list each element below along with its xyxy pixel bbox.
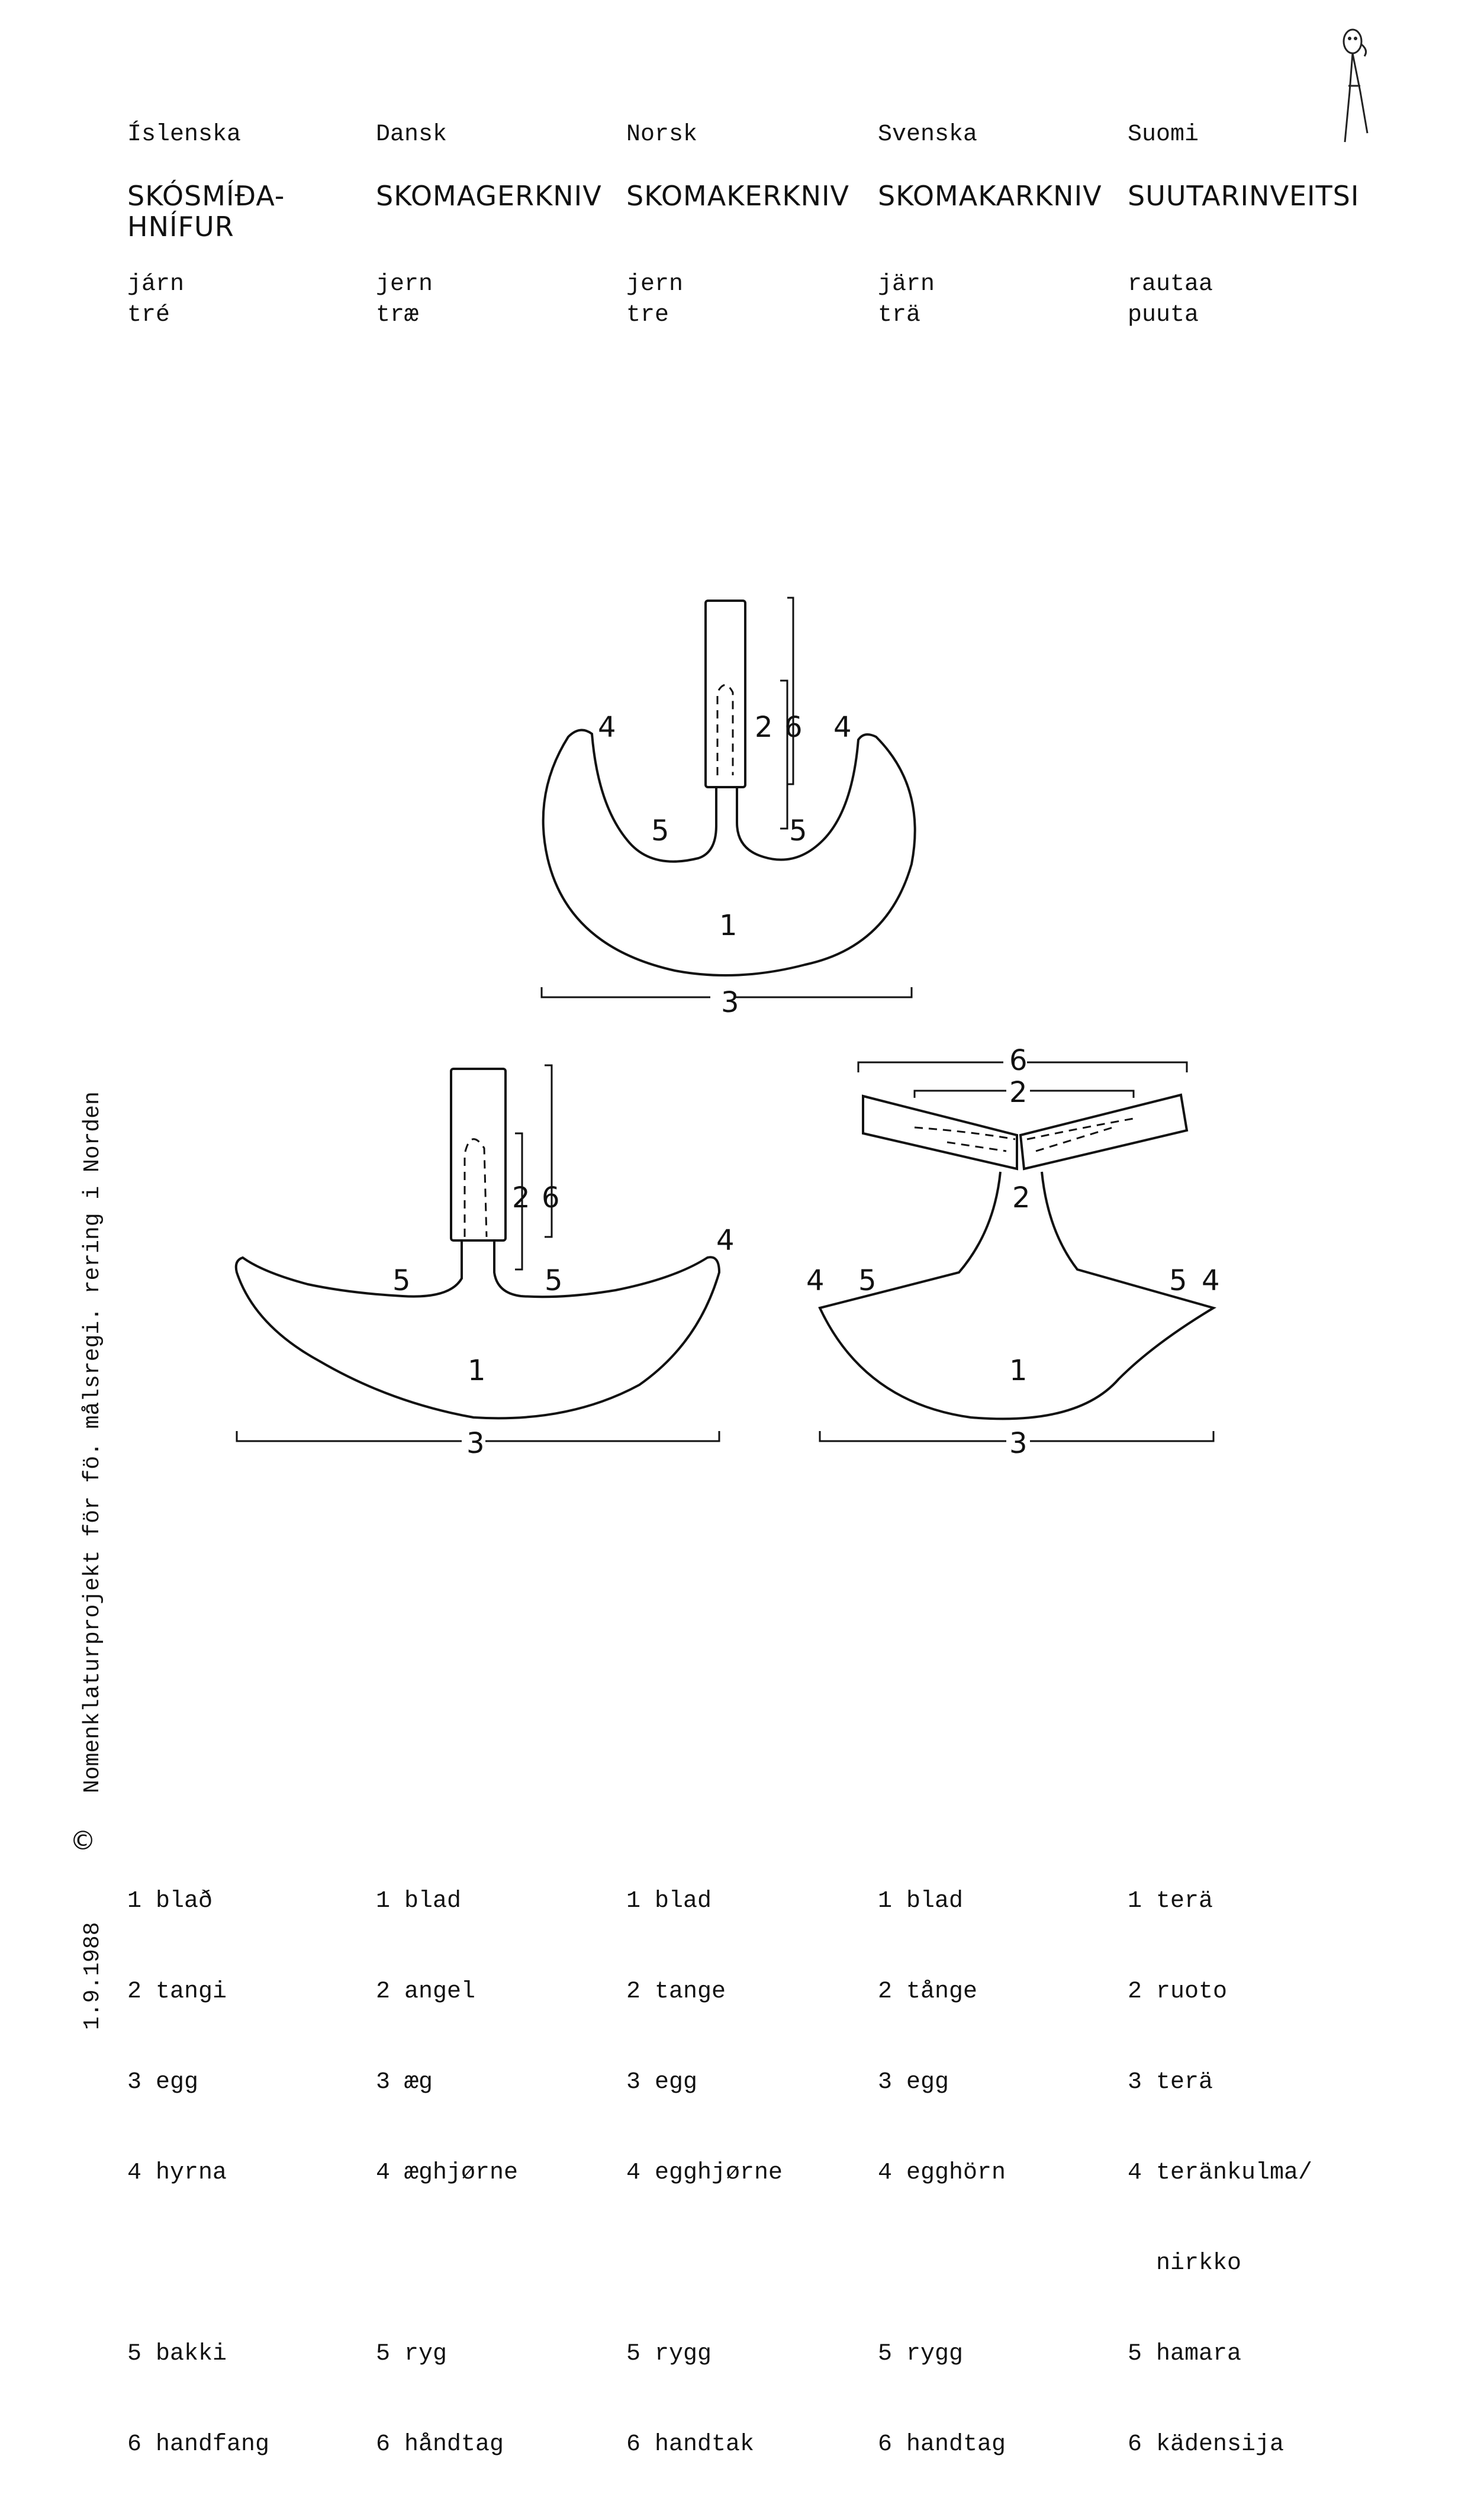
materials-da: jern træ	[376, 271, 433, 328]
list-item	[878, 2248, 1006, 2279]
term-fi: SUUTARINVEITSI	[1128, 180, 1360, 212]
list-item: 5 rygg	[878, 2341, 964, 2367]
term-sv: SKOMAKARKNIV	[878, 180, 1102, 212]
parts-list-is	[127, 1826, 269, 2520]
list-item: 4 teränkulma/	[1128, 2160, 1313, 2186]
label-corner-br-r: 4	[1202, 1264, 1220, 1297]
label-tang-top: 2	[755, 711, 773, 744]
list-item: 2 ruoto	[1128, 1978, 1228, 2005]
copyright-mark: ©	[70, 1826, 96, 1856]
list-item: 2 tangi	[127, 1978, 227, 2005]
list-item	[127, 2248, 269, 2279]
materials-fi: rautaa puuta	[1128, 271, 1213, 328]
list-item: 3 egg	[878, 2069, 949, 2096]
label-back-top-r: 5	[789, 814, 807, 847]
label-blade-bl: 1	[468, 1354, 486, 1387]
list-item: 5 hamara	[1128, 2341, 1242, 2367]
term-no: SKOMAKERKNIV	[626, 180, 850, 212]
list-item: 6 håndtag	[376, 2431, 504, 2458]
list-item: 5 rygg	[626, 2341, 712, 2367]
list-item: 3 terä	[1128, 2069, 1213, 2096]
label-corner-top-l: 4	[598, 711, 616, 744]
list-item: 1 blad	[626, 1888, 712, 1915]
list-item: nirkko	[1128, 2250, 1242, 2277]
label-corner-bl: 4	[716, 1224, 735, 1257]
project-title: Nomenklaturprojekt för fö. målsregi. rering i Norden	[80, 1091, 105, 1793]
list-item: 2 tange	[626, 1978, 726, 2005]
label-back-bl-l: 5	[392, 1264, 411, 1297]
list-item: 6 handfang	[127, 2431, 270, 2458]
label-edge-br: 3	[1009, 1427, 1028, 1460]
date: 1.9.1988	[80, 1922, 105, 2030]
parts-list-fi	[1128, 1826, 1312, 2520]
lang-fi: Suomi	[1128, 121, 1199, 148]
list-item: 6 handtag	[878, 2431, 1006, 2458]
list-item: 5 ryg	[376, 2341, 448, 2367]
list-item: 3 æg	[376, 2069, 433, 2096]
label-edge-top: 3	[721, 986, 739, 1019]
label-back-br-l: 5	[858, 1264, 877, 1297]
label-back-bl-r: 5	[545, 1264, 563, 1297]
label-back-top-l: 5	[651, 814, 669, 847]
list-item	[626, 2248, 783, 2279]
label-edge-bl: 3	[466, 1427, 485, 1460]
lang-da: Dansk	[376, 121, 448, 148]
materials-sv: järn trä	[878, 271, 935, 328]
materials-is: járn tré	[127, 271, 185, 328]
term-is: SKÓSMÍÐA- HNÍFUR	[127, 180, 285, 243]
label-tang-bl: 2	[512, 1181, 530, 1214]
label-tang-br-top: 2	[1009, 1076, 1028, 1109]
parts-list-sv	[878, 1826, 1006, 2520]
parts-list-no	[626, 1826, 783, 2520]
list-item: 1 blað	[127, 1888, 213, 1915]
list-item: 2 tånge	[878, 1978, 978, 2005]
list-item: 3 egg	[626, 2069, 698, 2096]
list-item: 1 blad	[878, 1888, 964, 1915]
label-corner-top-r: 4	[833, 711, 852, 744]
list-item: 1 terä	[1128, 1888, 1213, 1915]
label-tang-br: 2	[1012, 1181, 1031, 1214]
list-item: 4 egghörn	[878, 2160, 1006, 2186]
parts-list-da	[376, 1826, 518, 2520]
label-blade-br: 1	[1009, 1354, 1028, 1387]
label-corner-br-l: 4	[806, 1264, 825, 1297]
list-item: 2 angel	[376, 1978, 476, 2005]
label-handle-bl: 6	[542, 1181, 560, 1214]
list-item: 6 handtak	[626, 2431, 755, 2458]
list-item: 4 hyrna	[127, 2160, 227, 2186]
list-item	[376, 2248, 518, 2279]
list-item: 4 æghjørne	[376, 2160, 519, 2186]
lang-is: Íslenska	[127, 121, 242, 148]
list-item: 6 kädensija	[1128, 2431, 1284, 2458]
materials-no: jern tre	[626, 271, 684, 328]
label-handle-br: 6	[1009, 1044, 1028, 1077]
list-item: 5 bakki	[127, 2341, 227, 2367]
list-item: 3 egg	[127, 2069, 199, 2096]
label-blade-top: 1	[719, 909, 738, 942]
label-back-br-r: 5	[1169, 1264, 1187, 1297]
lang-no: Norsk	[626, 121, 698, 148]
list-item: 1 blad	[376, 1888, 462, 1915]
term-da: SKOMAGERKNIV	[376, 180, 602, 212]
label-handle-top: 6	[784, 711, 803, 744]
lang-sv: Svenska	[878, 121, 978, 148]
list-item: 4 egghjørne	[626, 2160, 783, 2186]
